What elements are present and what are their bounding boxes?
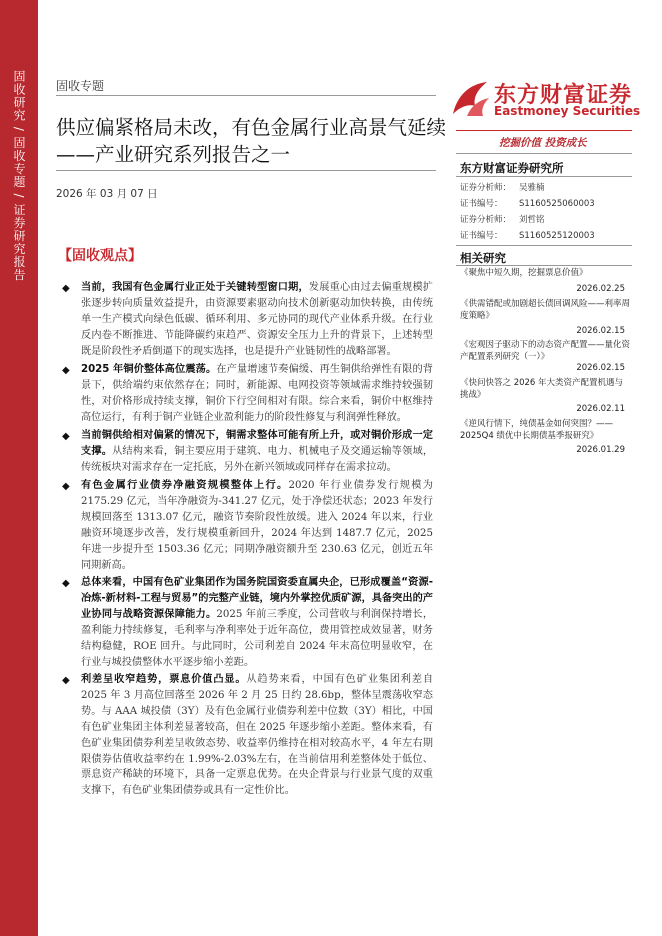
key-point: 2025 年铜价整体高位震荡。在产量增速节奏偏缓、再生铜供给弹性有限的背景下，供给端约束依然存在；同时，新能源、电网投资等领域需求维持较强韧性，对价格形成持续支撑，铜价下行空间相对有限。综合来看，铜价中枢维持高位运行，有利于铜产业链企业盈利能力的阶段性修复与利润弹性释放。 bbox=[81, 364, 433, 423]
key-point: 当前，我国有色金属行业正处于关键转型窗口期，发展重心由过去偏重规模扩张逐步转向质量效益提升，由资源要素驱动向技术创新驱动加快转换，由传统单一生产模式向绿色低碳、循环利用、多元协同的现代产业体系升级。在行业反内卷不断推进、节能降碳约束趋严、资源安全压力上升的背景下，上述转型既是阶段性矛盾倒逼下的现实选择，也是提升产业链韧性的战略部署。 bbox=[81, 282, 433, 357]
analyst-row: 证书编号： S1160525120003 bbox=[460, 231, 595, 241]
diamond-bullet-icon: ◆ bbox=[62, 431, 70, 442]
diamond-bullet-icon: ◆ bbox=[62, 675, 70, 686]
brand-slogan: 挖掘价值 投资成长 bbox=[499, 137, 587, 149]
brand-name-cn: 东方财富证券 bbox=[494, 83, 633, 108]
related-item-title[interactable]: 《供需错配或加剧超长债回调风险——利率周度策略》 bbox=[460, 299, 631, 321]
institute-bottom-rule bbox=[456, 176, 632, 177]
related-item-date: 2026.02.11 bbox=[576, 404, 625, 414]
sidebar-band bbox=[0, 0, 38, 936]
report-date: 2026 年 03 月 07 日 bbox=[56, 188, 158, 200]
related-bottom-rule bbox=[456, 265, 632, 266]
related-item-title[interactable]: 《聚焦中短久期，挖掘票息价值》 bbox=[460, 268, 588, 278]
key-point: 当前铜供给相对偏紧的情况下，铜需求整体可能有所上升，或对铜价形成一定支撑。从结构来看，铜主要应用于建筑、电力、机械电子及交通运输等领域，传统板块对需求存在一定托底，另外在新兴领域或同样存在需求拉动。 bbox=[81, 430, 434, 473]
related-item-title[interactable]: 《逆风行情下，纯债基金如何突围？——2025Q4 绩优中长期债基季报研究》 bbox=[460, 419, 614, 441]
analyst-row: 证券分析师： 刘哲铭 bbox=[460, 215, 545, 225]
key-point: 总体来看，中国有色矿业集团作为国务院国资委直属央企，已形成覆盖“资源-冶炼-新材料-工程与贸易”的完整产业链，境内外掌控优质矿源，具备突出的产业协同与战略资源保障能力。2025 年前三季度，公司营收与利润保持增长，盈利能力持续修复，毛利率与净利率处于近年高位，费用管控成效显著，财务结构稳健，ROE 回升。与此同时，公司利差自 2024 年末高位明显收窄，在行业与城投债整体水平逐步缩小差距。 bbox=[81, 577, 434, 668]
related-item-date: 2026.02.25 bbox=[576, 284, 625, 294]
related-item-title[interactable]: 《宏观因子驱动下的动态资产配置——量化资产配置系列研究（一）》 bbox=[460, 340, 631, 362]
title-top-rule bbox=[56, 95, 436, 96]
doc-type-label: 固收专题 bbox=[56, 79, 105, 93]
related-top-rule bbox=[456, 245, 632, 246]
section-label: 【固收观点】 bbox=[58, 248, 142, 264]
analyst-row: 证书编号： S1160525060003 bbox=[460, 199, 595, 209]
key-point: 有色金属行业债券净融资规模整体上行。2020 年行业债券发行规模为 2175.29 亿元，当年净融资为-341.27 亿元，处于净偿还状态；2023 年发行规模回落至 1313.07 亿元，融资节奏阶段性放缓。进入 2024 年以来，行业融资环境逐步改善，发行规模重新回升，2024 年达到 1487.7 亿元，2025 年进一步提升至 1503.36 亿元；同期净融资额升至 230.63 亿元，创近五年同期新高。 bbox=[81, 480, 433, 571]
diamond-bullet-icon: ◆ bbox=[62, 283, 70, 294]
related-heading: 相关研究 bbox=[460, 251, 506, 265]
title-bottom-rule bbox=[56, 170, 436, 171]
brand-name-en: Eastmoney Securities bbox=[494, 104, 641, 118]
sidebar-category-text: 固收研究 / 固收专题 / 证券研究报告 bbox=[12, 70, 26, 282]
diamond-bullet-icon: ◆ bbox=[62, 481, 70, 492]
related-item-date: 2026.02.15 bbox=[576, 326, 625, 336]
diamond-bullet-icon: ◆ bbox=[62, 365, 70, 376]
key-point: 利差呈收窄趋势，票息价值凸显。从趋势来看，中国有色矿业集团利差自 2025 年 3 月高位回落至 2026 年 2 月 25 日约 28.6bp，整体呈震荡收窄态势。与 AAA 城投债（3Y）及有色金属行业债券利差中位数（3Y）相比，中国有色矿业集团主体利差显著较高，但在 2025 年逐步缩小差距。整体来看，有色矿业集团债券利差呈收敛态势、收益率仍维持在相对较高水平，4 年左右期限债券估值收益率约在 1.99%-2.03%左右，在当前信用利差整体处于低位、票息资产稀缺的环境下，具备一定票息优势。在央企背景与行业景气度的双重支撑下，有色矿业集团债券或具有一定性价比。 bbox=[81, 674, 434, 797]
brand-rule bbox=[456, 130, 632, 131]
related-item-date: 2026.02.15 bbox=[576, 363, 625, 373]
related-item-title[interactable]: 《快问快答之 2026 年大类资产配置机遇与挑战》 bbox=[460, 378, 624, 400]
page-title: 供应偏紧格局未改，有色金属行业高景气延续——产业研究系列报告之一 bbox=[56, 116, 447, 167]
institute-name: 东方财富证券研究所 bbox=[460, 161, 564, 175]
related-item-date: 2026.01.29 bbox=[576, 445, 625, 455]
diamond-bullet-icon: ◆ bbox=[62, 578, 70, 589]
institute-top-rule bbox=[456, 153, 632, 154]
analyst-row: 证券分析师： 吴雅楠 bbox=[460, 183, 545, 193]
